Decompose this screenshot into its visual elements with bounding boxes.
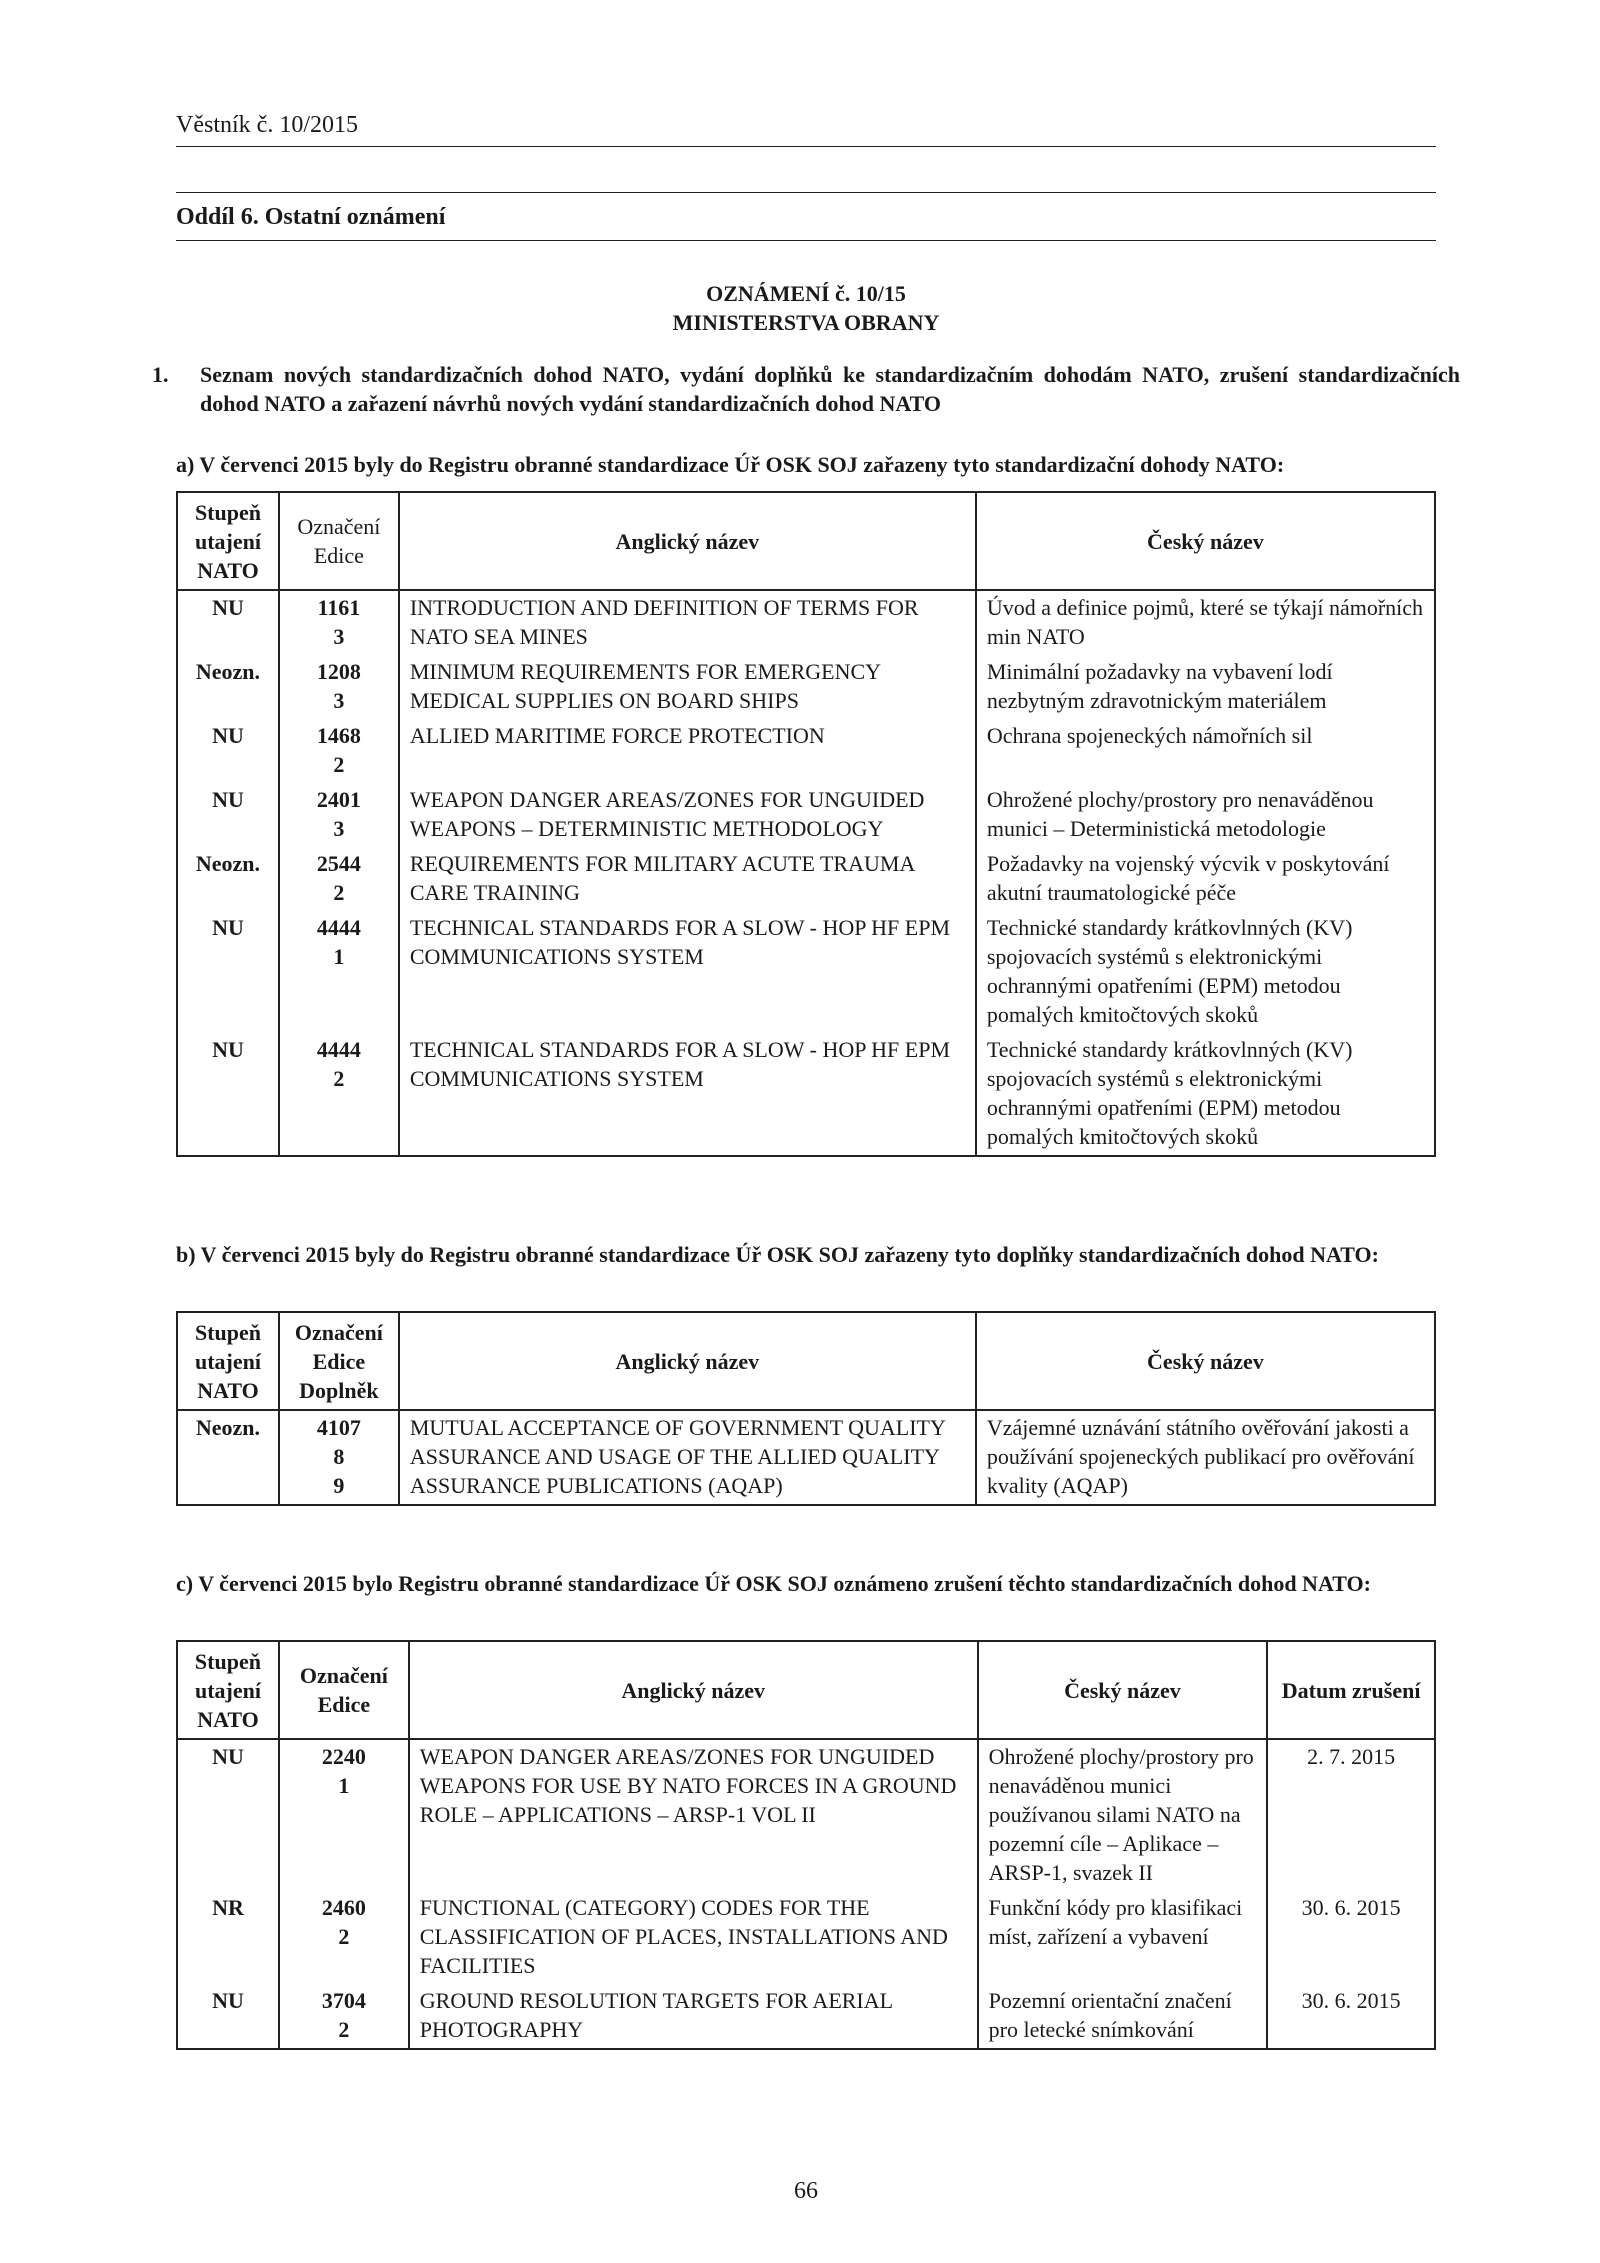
header-level: Stupeň utajení NATO <box>177 1312 279 1410</box>
czech-title: Ohrožené plochy/prostory pro nenaváděnou munici používanou silami NATO na pozemní cíle – Aplikace – ARSP-1, svazek II <box>978 1739 1268 1891</box>
table-row <box>177 1739 1435 1891</box>
czech-title: Funkční kódy pro klasifikaci míst, zařízení a vybavení <box>978 1891 1268 1984</box>
code-cell <box>279 847 399 911</box>
section-rule-bottom <box>176 240 1436 241</box>
czech-title: Vzájemné uznávání státního ověřování jakosti a používání spojeneckých publikací pro ověřování kvality (AQAP) <box>976 1410 1435 1505</box>
code-cell <box>279 1891 409 1984</box>
english-title: WEAPON DANGER AREAS/ZONES FOR UNGUIDED WEAPONS FOR USE BY NATO FORCES IN A GROUND ROLE – APPLICATIONS – ARSP-1 VOL II <box>409 1739 978 1891</box>
code-cell <box>279 1984 409 2049</box>
edition-number: 3 <box>333 816 345 841</box>
classification-level: NU <box>177 1984 279 2049</box>
standard-number: 2544 <box>316 851 361 876</box>
section-rule-top <box>176 192 1436 193</box>
czech-title: Požadavky na vojenský výcvik v poskytování akutní traumatologické péče <box>976 847 1435 911</box>
header-level: Stupeň utajení NATO <box>177 1641 279 1739</box>
standard-number: 1468 <box>316 723 361 748</box>
standard-number: 2401 <box>316 787 361 812</box>
intro-text: Seznam nových standardizačních dohod NATO, vydání doplňků ke standardizačním dohodám NATO, zrušení standardizačních dohod NATO a zařazení návrhů nových vydání standardizačních dohod NATO <box>200 362 1460 416</box>
standard-number: 1161 <box>317 595 361 620</box>
standard-number: 3704 <box>321 1988 366 2013</box>
table-row <box>177 1984 1435 2049</box>
czech-title: Pozemní orientační značení pro letecké snímkování <box>978 1984 1268 2049</box>
code-cell <box>279 1033 399 1156</box>
edition-number: 1 <box>333 944 345 969</box>
page-number: 66 <box>794 2178 818 2204</box>
english-title: MINIMUM REQUIREMENTS FOR EMERGENCY MEDICAL SUPPLIES ON BOARD SHIPS <box>399 655 976 719</box>
classification-level: NU <box>177 911 279 1033</box>
header-czech: Český název <box>976 492 1435 590</box>
english-title: MUTUAL ACCEPTANCE OF GOVERNMENT QUALITY ASSURANCE AND USAGE OF THE ALLIED QUALITY ASSURANCE PUBLICATIONS (AQAP) <box>399 1410 976 1505</box>
czech-title: Úvod a definice pojmů, které se týkají námořních min NATO <box>976 590 1435 655</box>
classification-level: Neozn. <box>177 655 279 719</box>
standard-number: 2460 <box>321 1895 366 1920</box>
edition-number: 2 <box>338 2017 350 2042</box>
code-cell <box>279 1410 399 1505</box>
header-rule <box>176 146 1436 147</box>
english-title: WEAPON DANGER AREAS/ZONES FOR UNGUIDED WEAPONS – DETERMINISTIC METHODOLOGY <box>399 783 976 847</box>
section-title: Oddíl 6. Ostatní oznámení <box>176 204 446 230</box>
table-row <box>177 1891 1435 1984</box>
code-cell <box>279 783 399 847</box>
table-header-row <box>177 492 1435 590</box>
header-code: Označení Edice <box>279 492 399 590</box>
code-cell <box>279 719 399 783</box>
header-english: Anglický název <box>399 492 976 590</box>
classification-level: NU <box>177 1033 279 1156</box>
table-header-row <box>177 1641 1435 1739</box>
part-c-heading: c) V červenci 2015 bylo Registru obranné standardizace Úř OSK SOJ oznámeno zrušení těchto standardizačních dohod NATO: <box>176 1571 1371 1596</box>
english-title: ALLIED MARITIME FORCE PROTECTION <box>399 719 976 783</box>
notice-title-line2: MINISTERSTVA OBRANY <box>672 310 940 335</box>
czech-title: Ohrožené plochy/prostory pro nenaváděnou munici – Deterministická metodologie <box>976 783 1435 847</box>
table-row <box>177 719 1435 783</box>
notice-title <box>176 279 1436 337</box>
classification-level: NU <box>177 590 279 655</box>
edition-number: 2 <box>333 1066 345 1091</box>
czech-title: Technické standardy krátkovlnných (KV) spojovacích systémů s elektronickými ochrannými opatřeními (EPM) metodou pomalých kmitočtových skoků <box>976 911 1435 1033</box>
running-header: Věstník č. 10/2015 <box>176 112 358 138</box>
classification-level: NU <box>177 719 279 783</box>
classification-level: NU <box>177 1739 279 1891</box>
english-title: TECHNICAL STANDARDS FOR A SLOW - HOP HF EPM COMMUNICATIONS SYSTEM <box>399 911 976 1033</box>
header-czech: Český název <box>976 1312 1435 1410</box>
header-date: Datum zrušení <box>1267 1641 1435 1739</box>
edition-number: 2 <box>333 880 345 905</box>
english-title: GROUND RESOLUTION TARGETS FOR AERIAL PHOTOGRAPHY <box>409 1984 978 2049</box>
table-row <box>177 1410 1435 1505</box>
table-part-a <box>176 491 1436 1157</box>
czech-title: Minimální požadavky na vybavení lodí nezbytným zdravotnickým materiálem <box>976 655 1435 719</box>
czech-title: Technické standardy krátkovlnných (KV) spojovacích systémů s elektronickými ochrannými opatřeními (EPM) metodou pomalých kmitočtových skoků <box>976 1033 1435 1156</box>
english-title: REQUIREMENTS FOR MILITARY ACUTE TRAUMA CARE TRAINING <box>399 847 976 911</box>
czech-title: Ochrana spojeneckých námořních sil <box>976 719 1435 783</box>
standard-number: 1208 <box>316 659 361 684</box>
notice-title-line1: OZNÁMENÍ č. 10/15 <box>706 281 906 306</box>
standard-number: 4444 <box>316 1037 361 1062</box>
edition-number: 2 <box>338 1924 350 1949</box>
edition-number: 8 <box>333 1444 345 1469</box>
part-b-heading: b) V červenci 2015 byly do Registru obranné standardizace Úř OSK SOJ zařazeny tyto doplňky standardizačních dohod NATO: <box>176 1242 1379 1267</box>
classification-level: NR <box>177 1891 279 1984</box>
cancellation-date: 30. 6. 2015 <box>1267 1891 1435 1984</box>
table-header-row <box>177 1312 1435 1410</box>
intro-number: 1. <box>152 362 169 387</box>
edition-number: 3 <box>333 624 345 649</box>
english-title: INTRODUCTION AND DEFINITION OF TERMS FOR NATO SEA MINES <box>399 590 976 655</box>
table-part-c <box>176 1640 1436 2050</box>
standard-number: 4107 <box>316 1415 361 1440</box>
classification-level: Neozn. <box>177 847 279 911</box>
english-title: FUNCTIONAL (CATEGORY) CODES FOR THE CLASSIFICATION OF PLACES, INSTALLATIONS AND FACILITIES <box>409 1891 978 1984</box>
edition-number: 1 <box>338 1773 350 1798</box>
code-cell <box>279 1739 409 1891</box>
code-cell <box>279 911 399 1033</box>
table-row <box>177 847 1435 911</box>
edition-number: 3 <box>333 688 345 713</box>
cancellation-date: 2. 7. 2015 <box>1267 1739 1435 1891</box>
standard-number: 4444 <box>316 915 361 940</box>
header-code: Označení Edice Doplněk <box>279 1312 399 1410</box>
table-row <box>177 655 1435 719</box>
header-level: Stupeň utajení NATO <box>177 492 279 590</box>
table-row <box>177 590 1435 655</box>
table-row <box>177 783 1435 847</box>
code-cell <box>279 655 399 719</box>
supplement-number: 9 <box>333 1473 345 1498</box>
table-part-b <box>176 1311 1436 1506</box>
intro-paragraph <box>152 360 1460 418</box>
classification-level: Neozn. <box>177 1410 279 1505</box>
classification-level: NU <box>177 783 279 847</box>
header-code: Označení Edice <box>279 1641 409 1739</box>
standard-number: 2240 <box>321 1744 366 1769</box>
code-cell <box>279 590 399 655</box>
table-row <box>177 911 1435 1033</box>
header-english: Anglický název <box>399 1312 976 1410</box>
header-english: Anglický název <box>409 1641 978 1739</box>
english-title: TECHNICAL STANDARDS FOR A SLOW - HOP HF EPM COMMUNICATIONS SYSTEM <box>399 1033 976 1156</box>
table-row <box>177 1033 1435 1156</box>
edition-number: 2 <box>333 752 345 777</box>
header-czech: Český název <box>978 1641 1268 1739</box>
cancellation-date: 30. 6. 2015 <box>1267 1984 1435 2049</box>
part-a-heading: a) V červenci 2015 byly do Registru obranné standardizace Úř OSK SOJ zařazeny tyto standardizační dohody NATO: <box>176 452 1285 477</box>
